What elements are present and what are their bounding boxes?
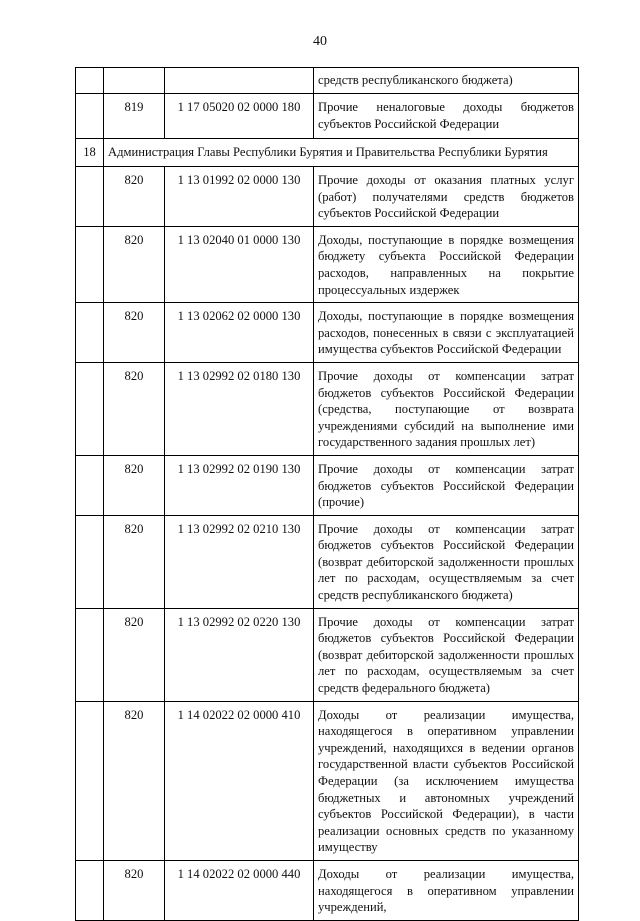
index-cell: [76, 362, 104, 455]
description-cell: Прочие доходы от оказания платных услуг (работ) получателями средств бюджетов субъектов Российской Федерации: [314, 167, 579, 227]
table-row: [76, 515, 579, 608]
admin-code-cell: 820: [104, 701, 165, 860]
income-code-cell: 1 17 05020 02 0000 180: [165, 94, 314, 139]
table-row: [76, 701, 579, 860]
admin-code-cell: 820: [104, 167, 165, 227]
income-code-cell: 1 13 02992 02 0210 130: [165, 515, 314, 608]
index-cell: [76, 303, 104, 363]
income-code-cell: 1 13 02992 02 0180 130: [165, 362, 314, 455]
description-cell: средств республиканского бюджета): [314, 68, 579, 94]
description-cell: Доходы, поступающие в порядке возмещения бюджету субъекта Российской Федерации расходов, направленных на покрытие процессуальных издержек: [314, 226, 579, 302]
admin-code-cell: 820: [104, 226, 165, 302]
table-row: [76, 455, 579, 515]
admin-code-cell: 819: [104, 94, 165, 139]
admin-code-cell: [104, 68, 165, 94]
table-row: [76, 167, 579, 227]
income-code-cell: 1 13 02992 02 0220 130: [165, 608, 314, 701]
index-cell: [76, 68, 104, 94]
index-cell: [76, 94, 104, 139]
description-cell: Прочие доходы от компенсации затрат бюджетов субъектов Российской Федерации (прочие): [314, 455, 579, 515]
admin-code-cell: 820: [104, 303, 165, 363]
description-cell: Прочие доходы от компенсации затрат бюджетов субъектов Российской Федерации (средства, поступающие от возврата учреждениями субсидий на выполнение ими государственного задания прошлых лет): [314, 362, 579, 455]
index-cell: [76, 167, 104, 227]
table-row: [76, 860, 579, 920]
admin-code-cell: 820: [104, 362, 165, 455]
income-code-cell: 1 14 02022 02 0000 440: [165, 860, 314, 920]
income-code-cell: 1 13 02040 01 0000 130: [165, 226, 314, 302]
income-code-cell: [165, 68, 314, 94]
admin-code-cell: 820: [104, 860, 165, 920]
income-code-cell: 1 14 02022 02 0000 410: [165, 701, 314, 860]
table-row: [76, 94, 579, 139]
income-code-cell: 1 13 02992 02 0190 130: [165, 455, 314, 515]
page-number: 40: [313, 34, 327, 49]
description-cell: Прочие доходы от компенсации затрат бюджетов субъектов Российской Федерации (возврат дебиторской задолженности прошлых лет по расходам, осуществляемым за счет средств федерального бюджета): [314, 608, 579, 701]
table-row: [76, 303, 579, 363]
index-cell: [76, 455, 104, 515]
index-cell: [76, 701, 104, 860]
table-row: [76, 362, 579, 455]
index-cell: [76, 226, 104, 302]
index-cell: [76, 860, 104, 920]
admin-code-cell: 820: [104, 608, 165, 701]
admin-code-cell: 820: [104, 455, 165, 515]
index-cell: [76, 515, 104, 608]
section-header-row: [76, 139, 579, 167]
income-code-cell: 1 13 01992 02 0000 130: [165, 167, 314, 227]
description-cell: Доходы от реализации имущества, находящегося в оперативном управлении учреждений,: [314, 860, 579, 920]
table-row: [76, 68, 579, 94]
section-title: Администрация Главы Республики Бурятия и Правительства Республики Бурятия: [104, 139, 579, 167]
table-row: [76, 226, 579, 302]
section-number: 18: [76, 139, 104, 167]
income-codes-table: [75, 67, 579, 921]
table-row: [76, 608, 579, 701]
description-cell: Прочие доходы от компенсации затрат бюджетов субъектов Российской Федерации (возврат дебиторской задолженности прошлых лет по расходам, осуществляемым за счет средств республиканского бюджета): [314, 515, 579, 608]
index-cell: [76, 608, 104, 701]
description-cell: Прочие неналоговые доходы бюджетов субъектов Российской Федерации: [314, 94, 579, 139]
income-code-cell: 1 13 02062 02 0000 130: [165, 303, 314, 363]
description-cell: Доходы, поступающие в порядке возмещения расходов, понесенных в связи с эксплуатацией имущества субъектов Российской Федерации: [314, 303, 579, 363]
description-cell: Доходы от реализации имущества, находящегося в оперативном управлении учреждений, находящихся в ведении органов государственной власти субъектов Российской Федерации (за исключением имущества бюджетных и автономных учреждений субъектов Российской Федерации), в части реализации основных средств по указанному имуществу: [314, 701, 579, 860]
admin-code-cell: 820: [104, 515, 165, 608]
